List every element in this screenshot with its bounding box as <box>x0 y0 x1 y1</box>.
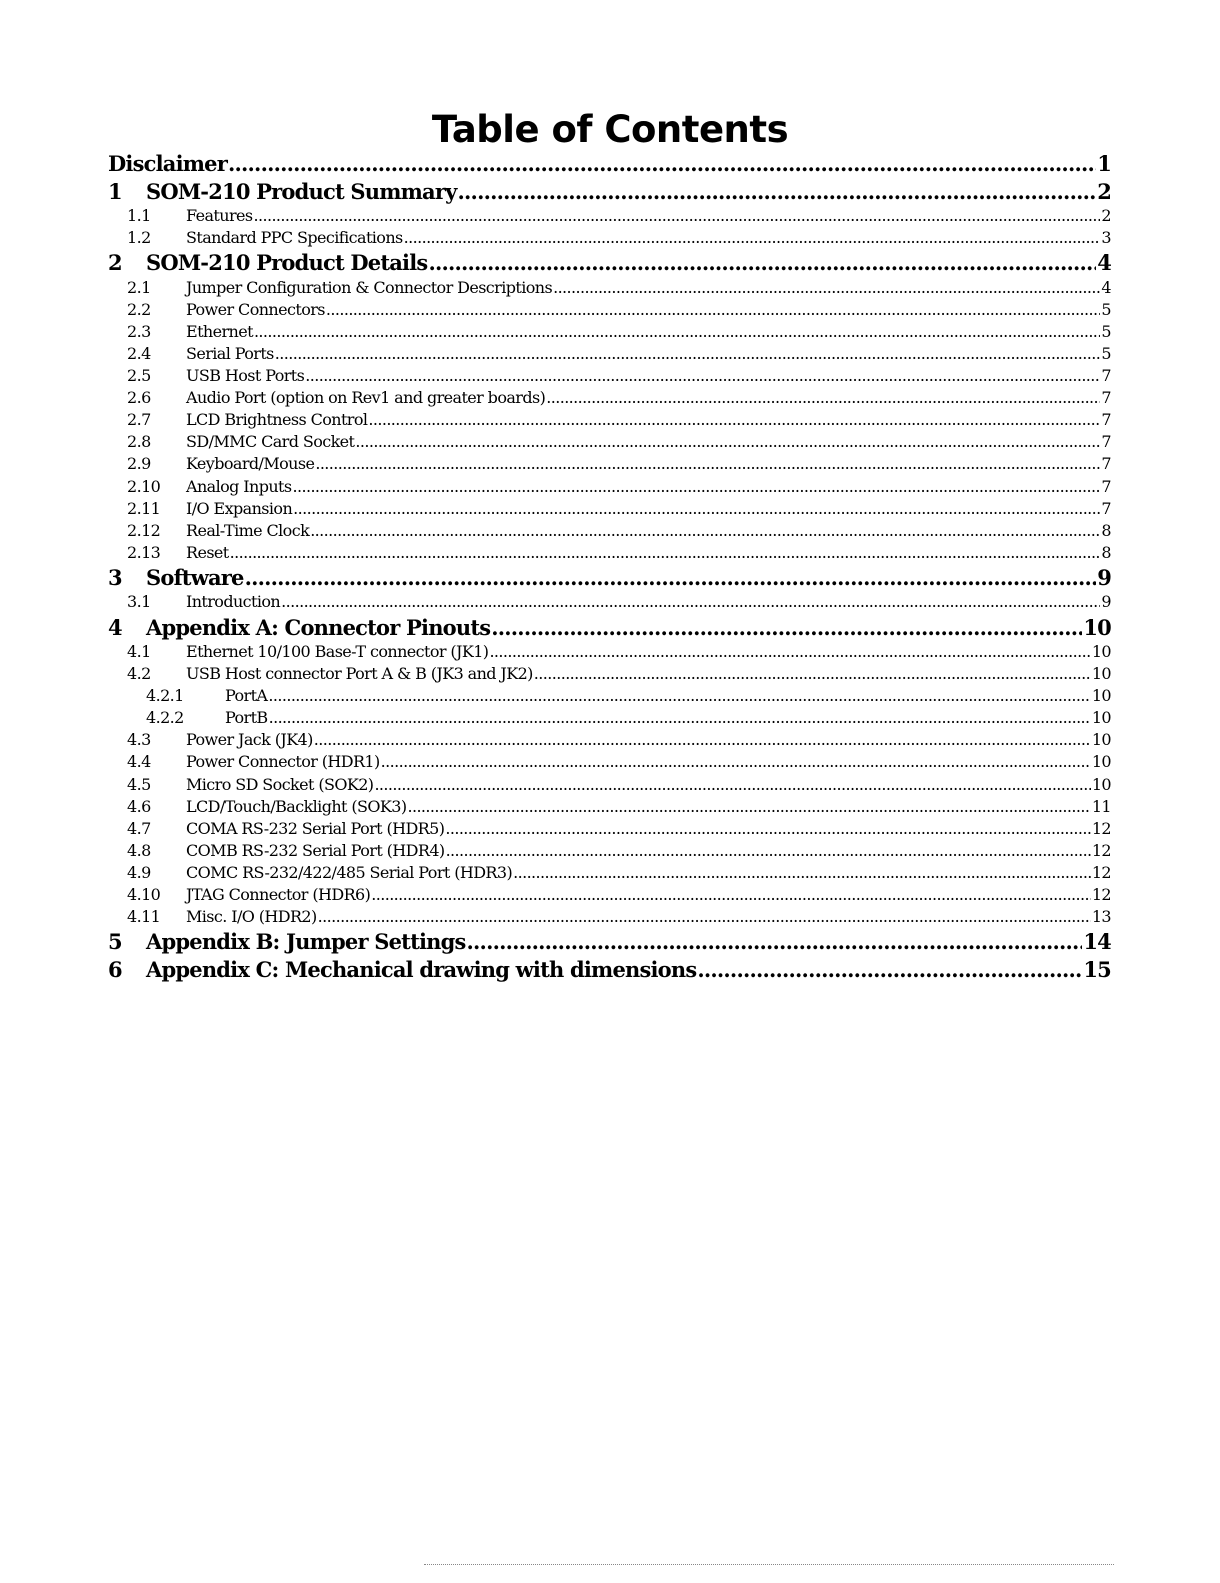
toc-entry-title: PortB <box>225 708 268 728</box>
toc-entry-2-5[interactable] <box>108 365 1111 387</box>
toc-entry-title: Misc. I/O (HDR2) <box>186 907 317 927</box>
toc-entry-title: SOM-210 Product Summary <box>146 178 457 204</box>
toc-entry-title: Power Connector (HDR1) <box>186 752 380 772</box>
toc-entry-page-number: 10 <box>1083 614 1111 640</box>
toc-entry-title: Analog Inputs <box>186 476 292 496</box>
toc-entry-2-11[interactable] <box>108 498 1111 520</box>
toc-entry-2-1[interactable] <box>108 277 1111 299</box>
toc-list <box>108 150 1111 983</box>
toc-entry-leader <box>381 751 1091 773</box>
toc-entry-2-4[interactable] <box>108 343 1111 365</box>
toc-entry-title: LCD/Touch/Backlight (SOK3) <box>186 796 407 816</box>
toc-entry-title: SD/MMC Card Socket <box>186 432 355 452</box>
toc-entry-2-9[interactable] <box>108 453 1111 475</box>
toc-entry-leader <box>428 249 1096 277</box>
toc-entry-page-number: 10 <box>1091 774 1111 794</box>
toc-entry-number: 2 <box>108 250 122 276</box>
toc-entry-1-2[interactable] <box>108 227 1111 249</box>
toc-entry-leader <box>315 453 1100 475</box>
toc-entry-number: 4.2 <box>127 664 151 684</box>
toc-entry-number: 2.3 <box>127 321 151 341</box>
toc-entry-page-number: 7 <box>1101 366 1111 386</box>
toc-entry-leader <box>314 729 1091 751</box>
toc-entry-page-number: 14 <box>1083 929 1111 955</box>
toc-entry-4-2-1[interactable] <box>108 685 1111 707</box>
toc-entry-title: Keyboard/Mouse <box>186 454 315 474</box>
toc-entry-number: 2.8 <box>127 432 151 452</box>
toc-entry-page-number: 12 <box>1091 862 1111 882</box>
toc-entry-title: Introduction <box>186 592 281 612</box>
toc-entry-page-number: 2 <box>1097 178 1111 204</box>
toc-entry-leader <box>553 277 1100 299</box>
toc-entry-number: 2.4 <box>127 343 151 363</box>
toc-entry-page-number: 9 <box>1097 564 1111 590</box>
toc-entry-4-5[interactable] <box>108 774 1111 796</box>
toc-entry-leader <box>281 591 1100 613</box>
toc-entry-leader <box>326 299 1101 321</box>
toc-entry-title: Features <box>186 206 253 225</box>
toc-entry-leader <box>368 409 1100 431</box>
toc-entry-leader <box>534 663 1091 685</box>
toc-entry-leader <box>318 906 1091 928</box>
toc-entry-title: COMC RS-232/422/485 Serial Port (HDR3) <box>186 862 513 882</box>
toc-entry-leader <box>491 614 1082 642</box>
toc-entry-page-number: 11 <box>1091 796 1111 816</box>
toc-entry-3-1[interactable] <box>108 591 1111 613</box>
toc-entry-page-number: 8 <box>1101 520 1111 540</box>
toc-entry-title: Ethernet 10/100 Base-T connector (JK1) <box>186 642 489 661</box>
toc-entry-page-number: 5 <box>1101 299 1111 319</box>
toc-entry-title: PortA <box>225 686 268 706</box>
toc-entry-title: Disclaimer <box>108 151 228 176</box>
toc-entry-page-number: 12 <box>1091 818 1111 838</box>
toc-entry-title: LCD Brightness Control <box>186 410 368 430</box>
toc-entry-title: Power Jack (JK4) <box>186 730 313 750</box>
toc-entry-5[interactable] <box>108 928 1111 956</box>
toc-entry-page-number: 2 <box>1101 206 1111 225</box>
toc-entry-1[interactable] <box>108 178 1111 206</box>
toc-entry-title: Power Connectors <box>186 299 325 319</box>
toc-entry-page-number: 7 <box>1101 388 1111 408</box>
toc-entry-number: 1 <box>108 178 122 204</box>
toc-entry-leader <box>293 476 1101 498</box>
toc-entry-title: Serial Ports <box>186 343 274 363</box>
toc-entry-2-12[interactable] <box>108 520 1111 542</box>
toc-entry-page-number: 9 <box>1101 592 1111 612</box>
toc-entry-2-6[interactable] <box>108 387 1111 409</box>
toc-entry-number: 4.2.2 <box>146 708 184 728</box>
toc-entry-number: 3.1 <box>127 592 151 612</box>
toc-entry-4-9[interactable] <box>108 862 1111 884</box>
toc-entry-4-8[interactable] <box>108 840 1111 862</box>
toc-entry-number: 5 <box>108 929 122 955</box>
toc-entry-page-number: 4 <box>1101 277 1111 297</box>
toc-entry-title: I/O Expansion <box>186 498 293 518</box>
toc-entry-number: 2.10 <box>127 476 161 496</box>
toc-entry-page-number: 13 <box>1091 907 1111 927</box>
page-title: Table of Contents <box>431 108 789 151</box>
toc-entry-number: 3 <box>108 564 122 590</box>
toc-entry-leader <box>254 205 1101 227</box>
toc-entry-4-1[interactable] <box>108 641 1111 663</box>
toc-entry-leader <box>445 818 1090 840</box>
toc-entry-page-number: 4 <box>1097 250 1111 276</box>
toc-entry-number: 4.4 <box>127 752 151 772</box>
toc-entry-4-10[interactable] <box>108 884 1111 906</box>
toc-entry-leader <box>310 520 1100 542</box>
toc-entry-2[interactable] <box>108 249 1111 277</box>
toc-entry-title: Appendix B: Jumper Settings <box>146 929 466 955</box>
toc-entry-number: 2.7 <box>127 410 151 430</box>
toc-entry-number: 4.8 <box>127 840 151 860</box>
toc-entry-title: SOM-210 Product Details <box>146 250 428 276</box>
toc-entry-page-number: 7 <box>1101 476 1111 496</box>
toc-entry-title: Appendix A: Connector Pinouts <box>146 614 491 640</box>
toc-entry-page-number: 10 <box>1091 752 1111 772</box>
toc-entry-number: 4 <box>108 614 122 640</box>
toc-entry-number: 4.6 <box>127 796 151 816</box>
toc-entry-4[interactable] <box>108 614 1111 642</box>
toc-entry-number: 2.13 <box>127 542 161 562</box>
toc-entry-number: 4.5 <box>127 774 151 794</box>
toc-entry-4-2[interactable] <box>108 663 1111 685</box>
toc-entry-title: Reset <box>186 542 229 562</box>
toc-entry-4-6[interactable] <box>108 796 1111 818</box>
toc-entry-title: Ethernet <box>186 321 253 341</box>
toc-entry-number: 4.10 <box>127 885 161 905</box>
toc-entry-page-number: 5 <box>1101 343 1111 363</box>
toc-entry-leader <box>407 796 1090 818</box>
toc-entry-title: USB Host Ports <box>186 366 305 386</box>
toc-entry-leader <box>513 862 1091 884</box>
toc-entry-title: Real-Time Clock <box>186 520 310 540</box>
toc-entry-4-2-2[interactable] <box>108 707 1111 729</box>
toc-entry-leader <box>293 498 1100 520</box>
toc-entry-number: 2.2 <box>127 299 151 319</box>
toc-entry-number: 4.11 <box>127 907 161 927</box>
toc-entry-number: 4.1 <box>127 642 151 661</box>
toc-entry-2-10[interactable] <box>108 476 1111 498</box>
toc-entry-leader <box>230 542 1101 564</box>
toc-entry-number: 4.3 <box>127 730 151 750</box>
toc-entry-leader <box>467 928 1083 956</box>
toc-entry-title: COMA RS-232 Serial Port (HDR5) <box>186 818 445 838</box>
toc-entry-4-4[interactable] <box>108 751 1111 773</box>
toc-entry-leader <box>697 956 1082 984</box>
toc-entry-4-11[interactable] <box>108 906 1111 928</box>
toc-entry-6[interactable] <box>108 956 1111 984</box>
toc-entry-number: 2.5 <box>127 366 151 386</box>
toc-entry-leader <box>546 387 1100 409</box>
toc-entry-leader <box>404 227 1101 249</box>
toc-entry-leader <box>446 840 1091 862</box>
toc-entry-leader <box>269 707 1091 729</box>
toc-entry-title: USB Host connector Port A & B (JK3 and JK2) <box>186 664 533 684</box>
toc-entry-leader <box>228 150 1096 178</box>
toc-entry-page-number: 1 <box>1097 151 1111 176</box>
footer-divider <box>424 1564 1114 1565</box>
toc-entry-leader <box>275 343 1101 365</box>
toc-entry-page-number: 15 <box>1083 956 1111 982</box>
toc-entry-page-number: 10 <box>1091 642 1111 661</box>
toc-entry-leader <box>371 884 1091 906</box>
toc-entry-number: 2.11 <box>127 498 161 518</box>
toc-entry-4-3[interactable] <box>108 729 1111 751</box>
toc-entry-number: 2.12 <box>127 520 161 540</box>
toc-entry-leader <box>355 431 1100 453</box>
toc-entry-number: 1.2 <box>127 228 151 248</box>
toc-entry-1-1[interactable] <box>108 205 1111 227</box>
toc-entry-leader <box>458 178 1097 206</box>
toc-entry-number: 4.2.1 <box>146 686 184 706</box>
toc-entry-number: 1.1 <box>127 206 151 225</box>
toc-entry-leader <box>245 564 1097 592</box>
toc-entry-4-7[interactable] <box>108 818 1111 840</box>
toc-entry-title: Standard PPC Specifications <box>186 228 403 248</box>
toc-entry-page-number: 12 <box>1091 885 1111 905</box>
toc-entry-number: 4.9 <box>127 862 151 882</box>
toc-entry-3[interactable] <box>108 564 1111 592</box>
toc-entry-page-number: 12 <box>1091 840 1111 860</box>
toc-entry-page-number: 10 <box>1091 708 1111 728</box>
toc-entry-page-number: 7 <box>1101 410 1111 430</box>
toc-entry-page-number: 10 <box>1091 664 1111 684</box>
toc-entry-number: 4.7 <box>127 818 151 838</box>
toc-entry-number: 2.1 <box>127 277 151 297</box>
toc-entry-title: Audio Port (option on Rev1 and greater boards) <box>186 388 546 408</box>
toc-entry-leader <box>489 641 1090 663</box>
toc-entry-disclaimer[interactable] <box>108 150 1111 178</box>
toc-entry-page-number: 3 <box>1101 228 1111 248</box>
toc-entry-number: 2.6 <box>127 388 151 408</box>
toc-entry-title: COMB RS-232 Serial Port (HDR4) <box>186 840 445 860</box>
toc-entry-leader <box>305 365 1100 387</box>
toc-entry-page-number: 7 <box>1101 454 1111 474</box>
toc-entry-title: Appendix C: Mechanical drawing with dimensions <box>146 956 697 982</box>
toc-entry-leader <box>374 774 1090 796</box>
toc-entry-2-3[interactable] <box>108 321 1111 343</box>
toc-entry-leader <box>268 685 1090 707</box>
toc-entry-page-number: 5 <box>1101 321 1111 341</box>
toc-entry-title: Software <box>146 564 244 590</box>
toc-entry-2-13[interactable] <box>108 542 1111 564</box>
toc-entry-leader <box>254 321 1100 343</box>
toc-entry-title: Micro SD Socket (SOK2) <box>186 774 374 794</box>
toc-entry-page-number: 8 <box>1101 542 1111 562</box>
toc-entry-page-number: 7 <box>1101 432 1111 452</box>
toc-entry-title: JTAG Connector (HDR6) <box>186 885 371 905</box>
toc-entry-2-8[interactable] <box>108 431 1111 453</box>
toc-entry-2-2[interactable] <box>108 299 1111 321</box>
toc-entry-number: 2.9 <box>127 454 151 474</box>
toc-entry-page-number: 7 <box>1101 498 1111 518</box>
toc-entry-number: 6 <box>108 956 122 982</box>
toc-entry-page-number: 10 <box>1091 686 1111 706</box>
toc-entry-page-number: 10 <box>1091 730 1111 750</box>
toc-entry-2-7[interactable] <box>108 409 1111 431</box>
toc-entry-title: Jumper Configuration & Connector Descriptions <box>186 277 553 297</box>
